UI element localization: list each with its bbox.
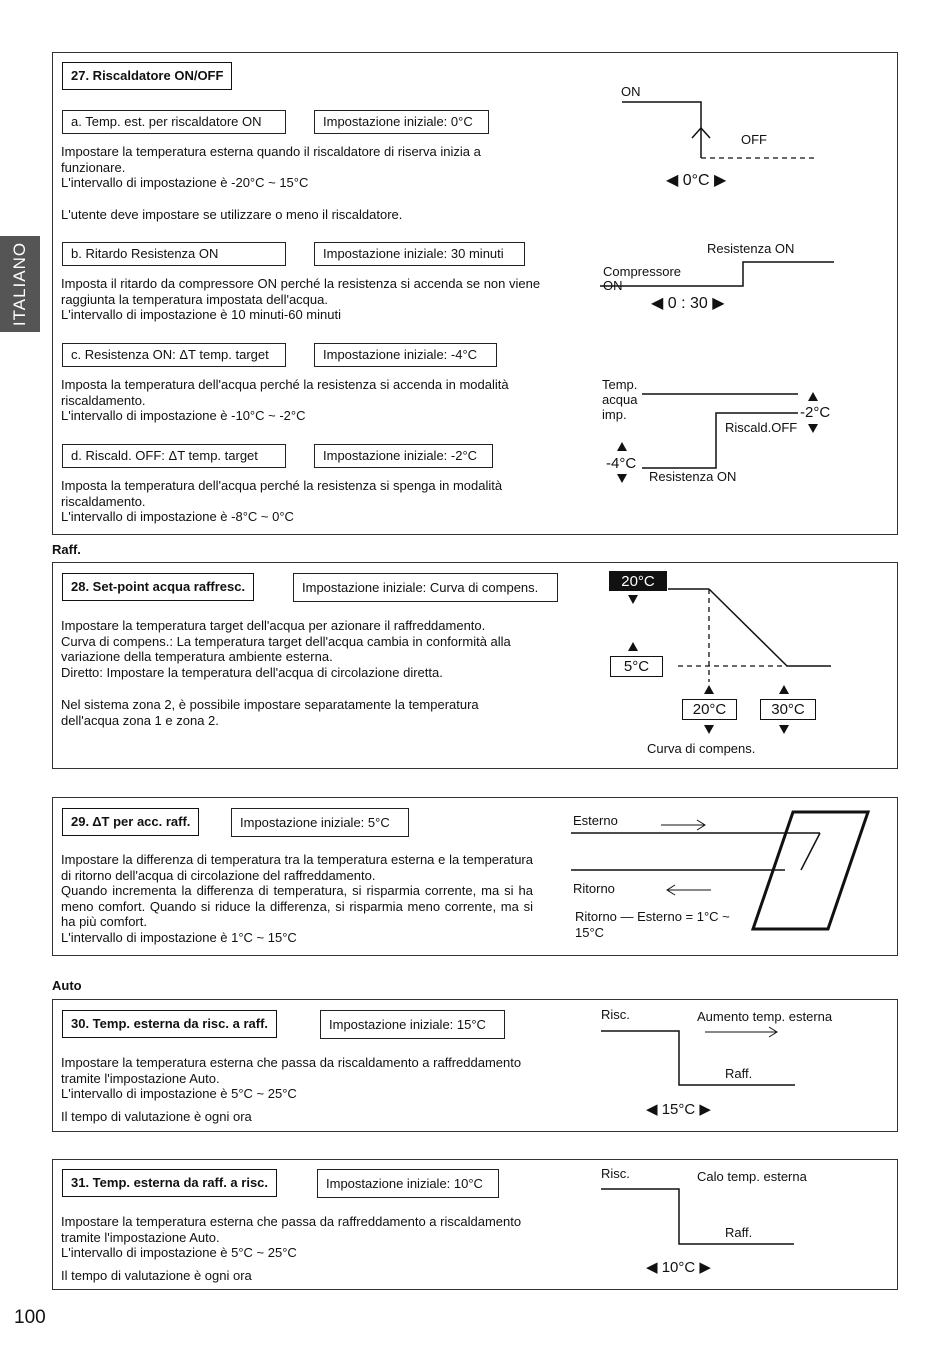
setting-27b-text-1: Imposta il ritardo da compressore ON perché la resistenza si accenda se non viene raggiunta la temperatura impostata dell'acqua. [61, 276, 541, 307]
section-29-initial: Impostazione iniziale: 5°C [231, 808, 409, 837]
diag-27cd-temp-label-2: acqua [602, 392, 638, 407]
section-29-title: 29. ΔT per acc. raff. [62, 808, 199, 836]
diag-27cd-minus4-label: -4°C [606, 455, 637, 472]
diag-29-ritorno-label: Ritorno [573, 881, 615, 896]
diag-31-raff-label: Raff. [725, 1225, 753, 1240]
section-28-p3: Diretto: Impostare la temperatura dell'acqua di circolazione diretta. [61, 664, 443, 680]
section-31-p1: Impostare la temperatura esterna che passa da raffreddamento a riscaldamento tramite l'impostazione Auto. [61, 1214, 522, 1245]
setting-27a-description [61, 144, 541, 191]
diag-31-switch-graph [600, 1180, 810, 1260]
diag-27cd-res-on-label: Resistenza ON [649, 469, 737, 484]
section-28-title: 28. Set-point acqua raffresc. [62, 573, 254, 601]
diag-27cd-temp-label-3: imp. [602, 407, 627, 422]
diag-27cd-riscald-off-label: Riscald.OFF [725, 420, 798, 435]
setting-27b-description [61, 276, 541, 323]
setting-27c-initial: Impostazione iniziale: -4°C [314, 343, 497, 367]
setting-27b-initial: Impostazione iniziale: 30 minuti [314, 242, 525, 266]
section-31-title: 31. Temp. esterna da raff. a risc. [62, 1169, 277, 1197]
diag-31-trend-label: Calo temp. esterna [697, 1169, 807, 1184]
section-29-description [61, 852, 533, 945]
section-28-p4: Nel sistema zona 2, è possibile impostare separatamente la temperatura dell'acqua zona 1 e zona 2. [61, 697, 479, 728]
language-side-tab [0, 236, 40, 332]
section-31-initial: Impostazione iniziale: 10°C [317, 1169, 499, 1198]
setting-27a-initial: Impostazione iniziale: 0°C [314, 110, 489, 134]
diag-27b-delay-graph [600, 255, 840, 295]
section-31-p2: L'intervallo di impostazione è 5°C ~ 25°C [61, 1245, 297, 1260]
diag-30-risc-label: Risc. [601, 1007, 630, 1022]
section-31-p3: Il tempo di valutazione è ogni ora [61, 1268, 252, 1283]
setting-27a-range: L'intervallo di impostazione è -20°C ~ 15°C [61, 175, 309, 190]
diag-27a-switch-graph [600, 90, 830, 170]
diag-29-esterno-label: Esterno [573, 813, 618, 828]
setting-27a-note: L'utente deve impostare se utilizzare o meno il riscaldatore. [61, 207, 403, 222]
side-tab-label: ITALIANO [10, 241, 29, 327]
section-29-p3: L'intervallo di impostazione è 1°C ~ 15°C [61, 929, 297, 945]
setting-27c-description [61, 377, 541, 424]
setting-27b-label: b. Ritardo Resistenza ON [62, 242, 286, 266]
setting-27c-range: L'intervallo di impostazione è -10°C ~ -2°C [61, 408, 306, 423]
diag-29-formula: Ritorno — Esterno = 1°C ~ 15°C [575, 909, 730, 940]
diag-27a-value: ◀ 0°C ▶ [666, 172, 727, 189]
diag-30-switch-graph [600, 1020, 810, 1100]
setting-27c-text-1: Imposta la temperatura dell'acqua perché la resistenza si accenda in modalità riscaldamento. [61, 377, 509, 408]
diag-27cd-temp-label-1: Temp. [602, 377, 638, 392]
setting-27d-initial: Impostazione iniziale: -2°C [314, 444, 493, 468]
setting-27b-range: L'intervallo di impostazione è 10 minuti-60 minuti [61, 307, 341, 322]
diag-31-value: ◀ 10°C ▶ [646, 1259, 711, 1276]
setting-27a-text-1: Impostare la temperatura esterna quando il riscaldatore di riserva inizia a funzionare. [61, 144, 481, 175]
section-28-description [61, 618, 541, 680]
diag-30-value: ◀ 15°C ▶ [646, 1101, 711, 1118]
section-30-description [61, 1055, 541, 1102]
section-28-initial: Impostazione iniziale: Curva di compens. [293, 573, 558, 602]
setting-27a-label: a. Temp. est. per riscaldatore ON [62, 110, 286, 134]
section-30-p3: Il tempo di valutazione è ogni ora [61, 1109, 252, 1124]
diag-30-raff-label: Raff. [725, 1066, 753, 1081]
section-28-p2: Curva di compens.: La temperatura target dell'acqua cambia in conformità alla variazione della temperatura ambiente esterna. [61, 633, 511, 664]
section-30-p1: Impostare la temperatura esterna che passa da riscaldamento a raffreddamento tramite l'impostazione Auto. [61, 1055, 522, 1086]
section-30-initial: Impostazione iniziale: 15°C [320, 1010, 505, 1039]
diag-28-caption: Curva di compens. [647, 741, 756, 756]
diag-27a-off-label: OFF [741, 132, 767, 147]
section-29-p1: Impostare la differenza di temperatura tra la temperatura esterna e la temperatura di ritorno dell'acqua di circolazione del raffreddamento. [61, 852, 533, 883]
diag-27b-comp-label-2: ON [603, 278, 623, 293]
setting-27d-range: L'intervallo di impostazione è -8°C ~ 0°C [61, 509, 294, 524]
section-28-p1: Impostare la temperatura target dell'acqua per azionare il raffreddamento. [61, 618, 486, 633]
setting-27d-description [61, 478, 541, 525]
setting-27c-label: c. Resistenza ON: ΔT temp. target [62, 343, 286, 367]
diag-27a-on-label: ON [621, 84, 641, 99]
diag-28-top-value: 20°C [609, 571, 667, 591]
section-31-description [61, 1214, 541, 1261]
section-30-p2: L'intervallo di impostazione è 5°C ~ 25°C [61, 1086, 297, 1101]
page-number: 100 [14, 1307, 46, 1328]
diag-31-risc-label: Risc. [601, 1166, 630, 1181]
setting-27d-text-1: Imposta la temperatura dell'acqua perché la resistenza si spenga in modalità riscaldamento. [61, 478, 503, 509]
section-29-p2: Quando incrementa la differenza di temperatura, si risparmia corrente, ma si ha meno comfort. Quando si riduce la differenza, si risparmia meno corrente, ma si ha più comfort. [61, 883, 533, 929]
diag-28-x2-value: 30°C [760, 699, 816, 720]
section-auto-heading: Auto [52, 978, 82, 993]
diag-27b-res-on-label: Resistenza ON [707, 241, 795, 256]
diag-28-x1-value: 20°C [682, 699, 737, 720]
section-27-title: 27. Riscaldatore ON/OFF [62, 62, 232, 90]
diag-27cd-minus2-label: -2°C [800, 404, 831, 421]
section-raff-heading: Raff. [52, 542, 81, 557]
section-30-title: 30. Temp. esterna da risc. a raff. [62, 1010, 277, 1038]
diag-27b-value: ◀ 0 : 30 ▶ [651, 295, 725, 312]
setting-27d-label: d. Riscald. OFF: ΔT temp. target [62, 444, 286, 468]
diag-30-trend-label: Aumento temp. esterna [697, 1009, 833, 1024]
diag-28-low-value: 5°C [610, 656, 663, 677]
diag-27b-comp-label-1: Compressore [603, 264, 682, 279]
